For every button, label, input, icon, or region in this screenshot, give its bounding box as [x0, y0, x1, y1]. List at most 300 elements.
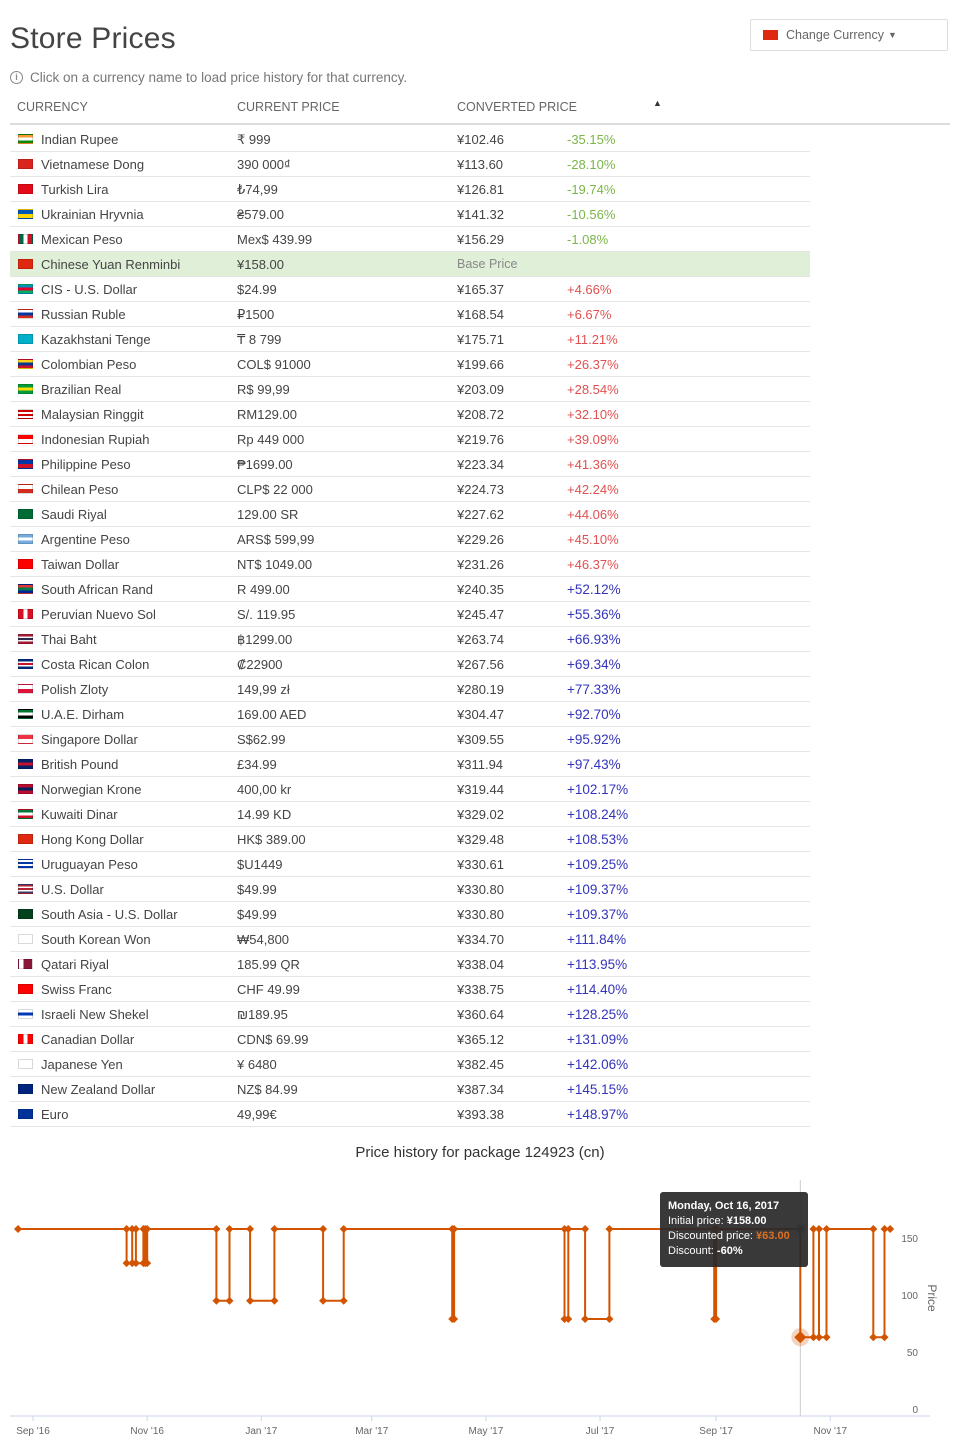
- current-price: $U1449: [237, 857, 283, 872]
- change-currency-label: Change Currency: [786, 28, 884, 42]
- flag-icon: [18, 384, 33, 394]
- table-row[interactable]: [10, 977, 810, 1002]
- price-history-chart[interactable]: [0, 1170, 960, 1448]
- currency-name[interactable]: South Korean Won: [41, 932, 151, 947]
- currency-name[interactable]: Saudi Riyal: [41, 507, 107, 522]
- table-row[interactable]: [10, 627, 810, 652]
- flag-icon: [18, 884, 33, 894]
- flag-icon: [18, 934, 33, 944]
- converted-price: ¥208.72: [457, 407, 504, 422]
- currency-name[interactable]: U.S. Dollar: [41, 882, 104, 897]
- current-price: 49,99€: [237, 1107, 277, 1122]
- flag-icon: [18, 859, 33, 869]
- table-row[interactable]: [10, 1077, 810, 1102]
- table-row[interactable]: [10, 252, 810, 277]
- data-point: [270, 1225, 278, 1233]
- currency-name[interactable]: Thai Baht: [41, 632, 97, 647]
- price-difference: -28.10%: [567, 157, 616, 172]
- price-difference: +41.36%: [567, 457, 619, 472]
- current-price: ₴579.00: [237, 207, 284, 222]
- table-row[interactable]: [10, 927, 810, 952]
- current-price: HK$ 389.00: [237, 832, 306, 847]
- converted-price: ¥126.81: [457, 182, 504, 197]
- price-difference: +95.92%: [567, 732, 621, 747]
- flag-icon: [18, 359, 33, 369]
- flag-icon: [18, 1109, 33, 1119]
- currency-name[interactable]: Taiwan Dollar: [41, 557, 120, 572]
- converted-price: ¥280.19: [457, 682, 504, 697]
- data-point: [886, 1225, 894, 1233]
- price-difference: +131.09%: [567, 1032, 629, 1047]
- current-price: NT$ 1049.00: [237, 557, 313, 572]
- flag-icon: [18, 559, 33, 569]
- currency-name[interactable]: British Pound: [41, 757, 119, 772]
- converted-price: ¥224.73: [457, 482, 504, 497]
- currency-name[interactable]: Chinese Yuan Renminbi: [41, 257, 181, 272]
- currency-name[interactable]: Russian Ruble: [41, 307, 126, 322]
- converted-price: ¥330.61: [457, 857, 504, 872]
- converted-price: ¥203.09: [457, 382, 504, 397]
- currency-name[interactable]: Brazilian Real: [41, 382, 122, 397]
- currency-name[interactable]: Mexican Peso: [41, 232, 123, 247]
- y-tick-label: 50: [906, 1348, 918, 1360]
- converted-price: ¥393.38: [457, 1107, 504, 1122]
- sort-ascending-icon[interactable]: ▲: [653, 98, 662, 108]
- tooltip-discounted-value: ¥63.00: [756, 1230, 790, 1242]
- chart-title: Price history for package 124923 (cn): [355, 1144, 605, 1161]
- data-point: [14, 1225, 22, 1233]
- hint-text: Click on a currency name to load price history for that currency.: [30, 70, 408, 85]
- data-point: [581, 1315, 589, 1323]
- currency-name[interactable]: Philippine Peso: [41, 457, 131, 472]
- currency-name[interactable]: Peruvian Nuevo Sol: [41, 607, 156, 622]
- currency-name[interactable]: Kuwaiti Dinar: [41, 807, 118, 822]
- tooltip-discount-value: -60%: [716, 1245, 743, 1257]
- table-row[interactable]: [10, 752, 810, 777]
- info-icon: i: [10, 71, 23, 84]
- table-row[interactable]: [10, 202, 810, 227]
- flag-icon: [18, 784, 33, 794]
- data-point: [881, 1333, 889, 1341]
- caret-down-icon: ▼: [887, 30, 897, 40]
- converted-price: ¥338.04: [457, 957, 504, 972]
- current-price: CLP$ 22 000: [237, 482, 313, 497]
- current-price: 149,99 zł: [237, 682, 290, 697]
- current-price: $24.99: [237, 282, 277, 297]
- table-row[interactable]: [10, 1102, 810, 1127]
- flag-icon: [18, 834, 33, 844]
- y-tick-label: 150: [901, 1234, 918, 1246]
- table-row[interactable]: [10, 352, 810, 377]
- flag-icon: [18, 1009, 33, 1019]
- currency-name[interactable]: Swiss Franc: [41, 982, 112, 997]
- currency-name[interactable]: Argentine Peso: [41, 532, 130, 547]
- current-price: CDN$ 69.99: [237, 1032, 309, 1047]
- flag-icon: [18, 184, 33, 194]
- converted-price: ¥231.26: [457, 557, 504, 572]
- y-axis-title: Price: [925, 1284, 939, 1312]
- price-difference: +148.97%: [567, 1107, 629, 1122]
- flag-icon: [18, 909, 33, 919]
- current-price: ₱1699.00: [237, 457, 293, 472]
- table-row[interactable]: [10, 677, 810, 702]
- price-difference: +92.70%: [567, 707, 621, 722]
- x-tick-label: Mar '17: [355, 1426, 389, 1437]
- current-price: COL$ 91000: [237, 357, 311, 372]
- table-row[interactable]: [10, 952, 810, 977]
- flag-icon: [18, 634, 33, 644]
- change-currency-button[interactable]: [750, 19, 948, 51]
- converted-price: ¥102.46: [457, 132, 504, 147]
- table-row[interactable]: [10, 652, 810, 677]
- flag-icon: [18, 709, 33, 719]
- data-point: [270, 1297, 278, 1305]
- table-row[interactable]: [10, 227, 810, 252]
- data-point: [319, 1225, 327, 1233]
- converted-price: ¥382.45: [457, 1057, 504, 1072]
- table-row[interactable]: [10, 452, 810, 477]
- flag-icon: [18, 259, 33, 269]
- currency-name[interactable]: Indonesian Rupiah: [41, 432, 150, 447]
- currency-name[interactable]: U.A.E. Dirham: [41, 707, 125, 722]
- converted-price: ¥311.94: [457, 757, 504, 772]
- price-difference: -10.56%: [567, 207, 616, 222]
- current-price-column-header[interactable]: CURRENT PRICE: [237, 100, 340, 114]
- converted-price: ¥240.35: [457, 582, 504, 597]
- currency-name[interactable]: Colombian Peso: [41, 357, 137, 372]
- table-row[interactable]: [10, 277, 810, 302]
- hint: [10, 70, 407, 85]
- converted-price: ¥330.80: [457, 882, 504, 897]
- data-point: [340, 1225, 348, 1233]
- page-title: Store Prices: [10, 22, 176, 55]
- flag-icon: [18, 1059, 33, 1069]
- data-point: [581, 1225, 589, 1233]
- converted-price: ¥329.48: [457, 832, 504, 847]
- data-point: [823, 1333, 831, 1341]
- data-point: [226, 1225, 234, 1233]
- flag-icon: [18, 284, 33, 294]
- converted-price: ¥227.62: [457, 507, 504, 522]
- x-tick-label: Sep '17: [699, 1426, 733, 1437]
- current-price: ¥ 6480: [237, 1057, 277, 1072]
- price-difference: +4.66%: [567, 282, 612, 297]
- table-row[interactable]: [10, 802, 810, 827]
- currency-name[interactable]: Israeli New Shekel: [41, 1007, 149, 1022]
- y-tick-label: 100: [901, 1291, 918, 1303]
- flag-icon: [18, 134, 33, 144]
- currency-name[interactable]: Qatari Riyal: [41, 957, 109, 972]
- current-price: ₩54,800: [237, 932, 290, 947]
- flag-icon: [18, 309, 33, 319]
- converted-price: ¥338.75: [457, 982, 504, 997]
- flag-icon: [18, 1084, 33, 1094]
- table-row[interactable]: [10, 502, 810, 527]
- price-difference: +114.40%: [567, 982, 628, 997]
- current-price: 185.99 QR: [237, 957, 300, 972]
- converted-price: ¥245.47: [457, 607, 504, 622]
- table-row[interactable]: [10, 552, 810, 577]
- price-difference: +11.21%: [567, 332, 618, 347]
- table-row[interactable]: [10, 1052, 810, 1077]
- currency-name[interactable]: Turkish Lira: [41, 182, 109, 197]
- data-point: [605, 1225, 613, 1233]
- x-tick-label: May '17: [468, 1426, 504, 1437]
- converted-price: ¥141.32: [457, 207, 504, 222]
- data-point: [319, 1297, 327, 1305]
- data-point: [246, 1225, 254, 1233]
- current-price: S/. 119.95: [237, 607, 296, 622]
- x-tick-label: Nov '16: [130, 1426, 164, 1437]
- price-difference: -1.08%: [567, 232, 609, 247]
- current-price: $49.99: [237, 907, 277, 922]
- converted-price: ¥223.34: [457, 457, 504, 472]
- price-difference: +45.10%: [567, 532, 619, 547]
- currency-table: [10, 127, 810, 1127]
- table-row[interactable]: [10, 302, 810, 327]
- current-price: R$ 99,99: [237, 382, 290, 397]
- price-difference: +97.43%: [567, 757, 621, 772]
- converted-price: ¥263.74: [457, 632, 504, 647]
- table-row[interactable]: [10, 727, 810, 752]
- currency-name[interactable]: Ukrainian Hryvnia: [41, 207, 144, 222]
- table-row[interactable]: [10, 827, 810, 852]
- price-difference: +55.36%: [567, 607, 621, 622]
- table-row[interactable]: [10, 152, 810, 177]
- current-price: ₸ 8 799: [237, 332, 282, 347]
- current-price: 129.00 SR: [237, 507, 299, 522]
- data-point: [246, 1297, 254, 1305]
- converted-price: ¥229.26: [457, 532, 504, 547]
- data-point: [869, 1225, 877, 1233]
- flag-icon: [18, 984, 33, 994]
- currency-name[interactable]: Costa Rican Colon: [41, 657, 150, 672]
- current-price: ARS$ 599,99: [237, 532, 315, 547]
- price-difference: +66.93%: [567, 632, 621, 647]
- table-row[interactable]: [10, 427, 810, 452]
- current-price: Mex$ 439.99: [237, 232, 313, 247]
- currency-name[interactable]: Singapore Dollar: [41, 732, 138, 747]
- price-difference: +109.37%: [567, 907, 629, 922]
- price-difference: +108.53%: [567, 832, 629, 847]
- converted-price: ¥360.64: [457, 1007, 504, 1022]
- table-row[interactable]: [10, 377, 810, 402]
- currency-name[interactable]: CIS - U.S. Dollar: [41, 282, 138, 297]
- tooltip-date: Monday, Oct 16, 2017: [668, 1200, 780, 1212]
- price-difference: +111.84%: [567, 932, 627, 947]
- price-difference: +46.37%: [567, 557, 619, 572]
- table-row[interactable]: [10, 877, 810, 902]
- current-price: 390 000₫: [237, 157, 291, 172]
- data-point: [605, 1315, 613, 1323]
- current-price: ₡22900: [237, 657, 283, 672]
- price-difference: +109.37%: [567, 882, 629, 897]
- flag-icon: [18, 734, 33, 744]
- table-row[interactable]: [10, 577, 810, 602]
- data-point: [823, 1225, 831, 1233]
- current-price: S$62.99: [237, 732, 286, 747]
- x-tick-label: Jul '17: [585, 1426, 615, 1437]
- table-row[interactable]: [10, 477, 810, 502]
- currency-name[interactable]: Canadian Dollar: [41, 1032, 135, 1047]
- price-difference: +77.33%: [567, 682, 621, 697]
- converted-price: ¥304.47: [457, 707, 504, 722]
- price-difference: +108.24%: [567, 807, 629, 822]
- converted-price: ¥334.70: [457, 932, 504, 947]
- data-point: [226, 1297, 234, 1305]
- price-difference: +26.37%: [567, 357, 619, 372]
- flag-icon: [18, 209, 33, 219]
- currency-name[interactable]: Euro: [41, 1107, 69, 1122]
- table-row[interactable]: [10, 1002, 810, 1027]
- table-row[interactable]: [10, 602, 810, 627]
- price-difference: +42.24%: [567, 482, 619, 497]
- flag-icon: [18, 609, 33, 619]
- table-row[interactable]: [10, 1027, 810, 1052]
- converted-price: ¥168.54: [457, 307, 504, 322]
- flag-icon: [18, 484, 33, 494]
- current-price: Rp 449 000: [237, 432, 305, 447]
- data-point: [212, 1225, 220, 1233]
- current-price: RM129.00: [237, 407, 297, 422]
- currency-name[interactable]: Indian Rupee: [41, 132, 119, 147]
- table-row[interactable]: [10, 527, 810, 552]
- converted-price: ¥113.60: [457, 157, 504, 172]
- tooltip-initial-value: ¥158.00: [726, 1215, 767, 1227]
- current-price: ¥158.00: [237, 257, 284, 272]
- currency-name[interactable]: Vietnamese Dong: [41, 157, 145, 172]
- data-point: [212, 1297, 220, 1305]
- price-difference: +52.12%: [567, 582, 621, 597]
- current-price: R 499.00: [237, 582, 290, 597]
- currency-name[interactable]: South Asia - U.S. Dollar: [41, 907, 178, 922]
- chart-tooltip: [660, 1192, 808, 1267]
- converted-price-column-header[interactable]: CONVERTED PRICE: [457, 100, 577, 114]
- flag-icon: [18, 809, 33, 819]
- converted-price: ¥199.66: [457, 357, 504, 372]
- table-row[interactable]: [10, 777, 810, 802]
- table-row[interactable]: [10, 327, 810, 352]
- flag-icon: [18, 534, 33, 544]
- current-price: ₹ 999: [237, 132, 271, 147]
- china-flag-icon: [763, 30, 778, 40]
- current-price: 400,00 kr: [237, 782, 292, 797]
- x-tick-label: Nov '17: [813, 1426, 848, 1437]
- flag-icon: [18, 409, 33, 419]
- price-difference: +32.10%: [567, 407, 619, 422]
- x-tick-label: Jan '17: [245, 1426, 278, 1437]
- price-difference: +6.67%: [567, 307, 612, 322]
- data-point: [340, 1297, 348, 1305]
- currency-name[interactable]: Polish Zloty: [41, 682, 109, 697]
- currency-name[interactable]: Japanese Yen: [41, 1057, 123, 1072]
- data-point: [869, 1333, 877, 1341]
- price-difference: +44.06%: [567, 507, 619, 522]
- current-price: $49.99: [237, 882, 277, 897]
- currency-name[interactable]: South African Rand: [41, 582, 154, 597]
- currency-name[interactable]: Uruguayan Peso: [41, 857, 138, 872]
- price-difference: +69.34%: [567, 657, 621, 672]
- price-difference: +39.09%: [567, 432, 619, 447]
- table-row[interactable]: [10, 902, 810, 927]
- currency-column-header[interactable]: CURRENCY: [17, 100, 88, 114]
- price-difference: +102.17%: [567, 782, 629, 797]
- currency-name[interactable]: Malaysian Ringgit: [41, 407, 144, 422]
- tooltip-initial-label: Initial price:: [668, 1215, 727, 1227]
- price-difference: +128.25%: [567, 1007, 629, 1022]
- flag-icon: [18, 234, 33, 244]
- current-price: 169.00 AED: [237, 707, 307, 722]
- current-price: ₽1500: [237, 307, 275, 322]
- y-tick-label: 0: [912, 1405, 918, 1416]
- flag-icon: [18, 159, 33, 169]
- current-price: NZ$ 84.99: [237, 1082, 298, 1097]
- flag-icon: [18, 684, 33, 694]
- converted-price: ¥319.44: [457, 782, 504, 797]
- flag-icon: [18, 959, 33, 969]
- currency-name[interactable]: New Zealand Dollar: [41, 1082, 156, 1097]
- table-row[interactable]: [10, 702, 810, 727]
- tooltip-discounted-label: Discounted price:: [668, 1230, 757, 1242]
- converted-price: ¥156.29: [457, 232, 504, 247]
- current-price: ₺74,99: [237, 182, 278, 197]
- table-row[interactable]: [10, 402, 810, 427]
- price-difference: +145.15%: [567, 1082, 629, 1097]
- currency-name[interactable]: Kazakhstani Tenge: [41, 332, 151, 347]
- current-price: £34.99: [237, 757, 277, 772]
- converted-price: ¥309.55: [457, 732, 504, 747]
- tooltip-discount-label: Discount:: [668, 1245, 717, 1257]
- currency-name[interactable]: Norwegian Krone: [41, 782, 142, 797]
- current-price: ฿1299.00: [237, 632, 293, 647]
- data-point: [815, 1225, 823, 1233]
- converted-price: ¥219.76: [457, 432, 504, 447]
- data-point: [815, 1333, 823, 1341]
- flag-icon: [18, 509, 33, 519]
- flag-icon: [18, 434, 33, 444]
- flag-icon: [18, 759, 33, 769]
- table-row[interactable]: [10, 177, 810, 202]
- converted-price: ¥330.80: [457, 907, 504, 922]
- flag-icon: [18, 334, 33, 344]
- table-row[interactable]: [10, 127, 810, 152]
- converted-price: ¥175.71: [457, 332, 504, 347]
- base-price-label: Base Price: [457, 257, 518, 271]
- current-price: CHF 49.99: [237, 982, 300, 997]
- converted-price: ¥267.56: [457, 657, 504, 672]
- table-row[interactable]: [10, 852, 810, 877]
- flag-icon: [18, 659, 33, 669]
- converted-price: ¥387.34: [457, 1082, 504, 1097]
- currency-name[interactable]: Hong Kong Dollar: [41, 832, 144, 847]
- price-difference: +28.54%: [567, 382, 619, 397]
- flag-icon: [18, 584, 33, 594]
- flag-icon: [18, 1034, 33, 1044]
- converted-price: ¥165.37: [457, 282, 504, 297]
- converted-price: ¥365.12: [457, 1032, 504, 1047]
- flag-icon: [18, 459, 33, 469]
- table-header: [10, 91, 950, 125]
- price-difference: -19.74%: [567, 182, 616, 197]
- price-difference: -35.15%: [567, 132, 616, 147]
- x-tick-label: Sep '16: [16, 1426, 50, 1437]
- current-price: 14.99 KD: [237, 807, 292, 822]
- currency-name[interactable]: Chilean Peso: [41, 482, 119, 497]
- price-difference: +109.25%: [567, 857, 629, 872]
- price-difference: +142.06%: [567, 1057, 629, 1072]
- converted-price: ¥329.02: [457, 807, 504, 822]
- price-difference: +113.95%: [567, 957, 628, 972]
